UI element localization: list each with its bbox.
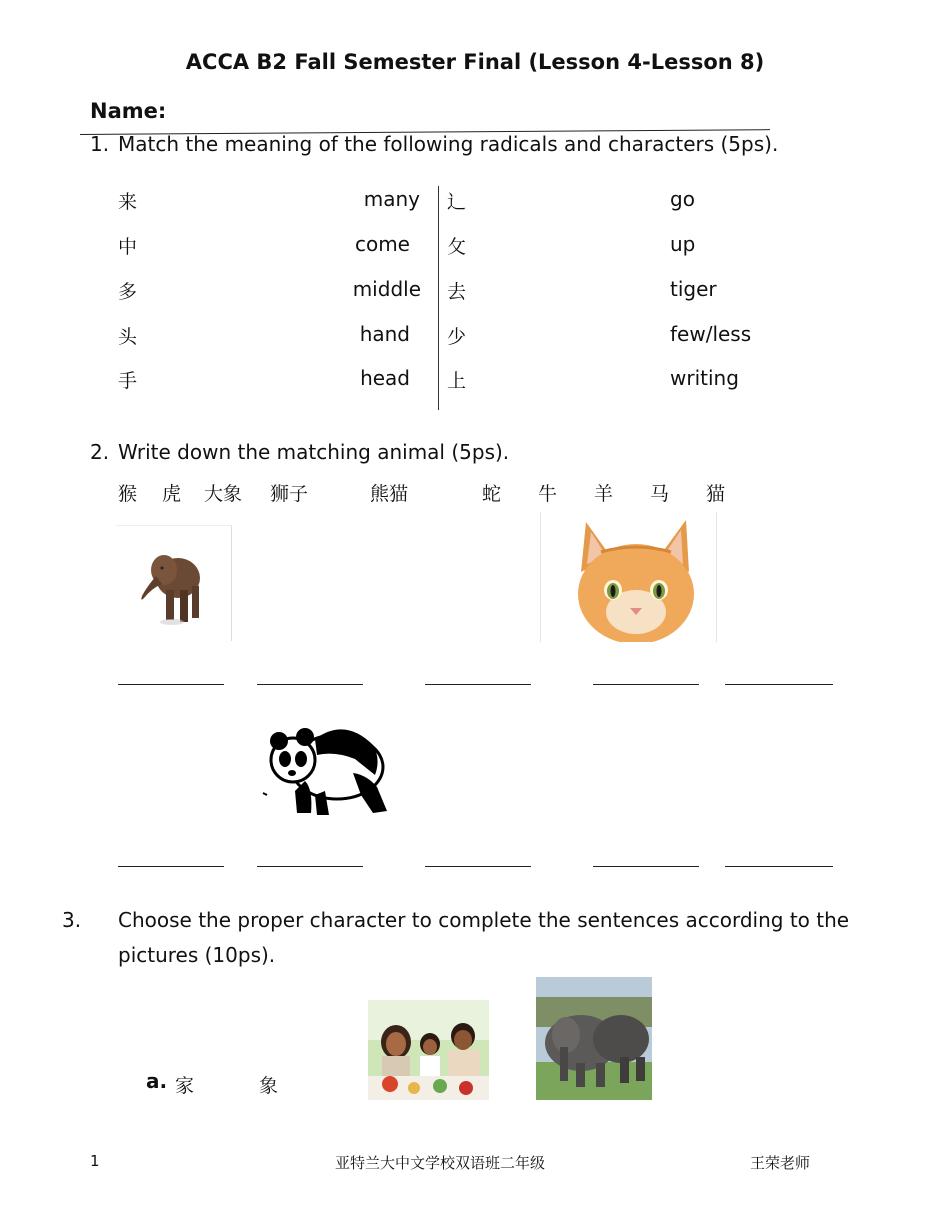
right-meaning: go: [670, 187, 695, 211]
left-meaning: hand: [359, 322, 410, 346]
question-1-number: 1.: [90, 132, 110, 156]
answer-blank[interactable]: [257, 866, 363, 867]
animal-word: 虎: [162, 483, 182, 505]
page-title: ACCA B2 Fall Semester Final (Lesson 4-Lesson 8): [185, 50, 765, 74]
right-meaning: few/less: [670, 322, 752, 346]
item-a-option-1: 家: [175, 1075, 195, 1097]
answer-blank[interactable]: [725, 866, 833, 867]
animal-word: 牛: [538, 483, 558, 505]
question-1-text: Match the meaning of the following radicals and characters (5ps).: [118, 132, 779, 156]
item-a-option-2: 象: [259, 1075, 279, 1097]
question-3-number: 3.: [62, 908, 82, 932]
left-meaning: middle: [352, 277, 421, 301]
panda-image: [255, 715, 395, 820]
animal-word: 马: [650, 483, 670, 505]
answer-blank[interactable]: [593, 684, 699, 685]
animal-word: 猫: [706, 483, 726, 505]
question-2-text: Write down the matching animal (5ps).: [118, 440, 510, 464]
question-2-number: 2.: [90, 440, 110, 464]
name-label: Name:: [90, 99, 167, 123]
left-meaning: come: [354, 232, 410, 256]
elephants-photo: [536, 977, 652, 1100]
right-char: 上: [447, 370, 467, 392]
question-1: [90, 132, 778, 156]
answer-blank[interactable]: [118, 866, 224, 867]
kitten-image: [540, 512, 717, 642]
left-meaning: many: [363, 187, 420, 211]
question-3-text: Choose the proper character to complete the sentences according to the pictures (10ps).: [118, 908, 850, 967]
right-char: ⻌: [447, 191, 467, 213]
page-number: 1: [90, 1152, 100, 1170]
left-char: 来: [118, 191, 138, 213]
animal-word: 羊: [594, 483, 614, 505]
answer-blank[interactable]: [425, 684, 531, 685]
right-char: 去: [447, 281, 467, 303]
answer-blank[interactable]: [425, 866, 531, 867]
match-divider: [438, 186, 439, 410]
answer-blank[interactable]: [725, 684, 833, 685]
animal-word: 蛇: [482, 483, 502, 505]
right-meaning: writing: [670, 366, 739, 390]
right-meaning: tiger: [670, 277, 717, 301]
left-char: 中: [118, 236, 138, 258]
left-meaning: head: [360, 366, 410, 390]
answer-blank[interactable]: [118, 684, 224, 685]
elephant-image: [116, 525, 232, 641]
right-char: 少: [447, 326, 467, 348]
right-meaning: up: [670, 232, 696, 256]
question-2: [90, 440, 509, 464]
question-3: [62, 903, 880, 973]
animal-word: 狮子: [270, 483, 309, 505]
animal-word: 大象: [204, 483, 243, 505]
answer-blank[interactable]: [593, 866, 699, 867]
left-char: 多: [118, 281, 138, 303]
animal-word: 熊猫: [370, 483, 409, 505]
item-a-label: a.: [146, 1069, 168, 1093]
family-photo: [368, 1000, 489, 1100]
left-char: 头: [118, 326, 138, 348]
school-name: 亚特兰大中文学校双语班二年级: [335, 1154, 546, 1172]
animal-word: 猴: [118, 483, 138, 505]
answer-blank[interactable]: [257, 684, 363, 685]
teacher-name: 王荣老师: [750, 1154, 811, 1172]
left-char: 手: [118, 370, 138, 392]
right-char: 攵: [447, 236, 467, 258]
